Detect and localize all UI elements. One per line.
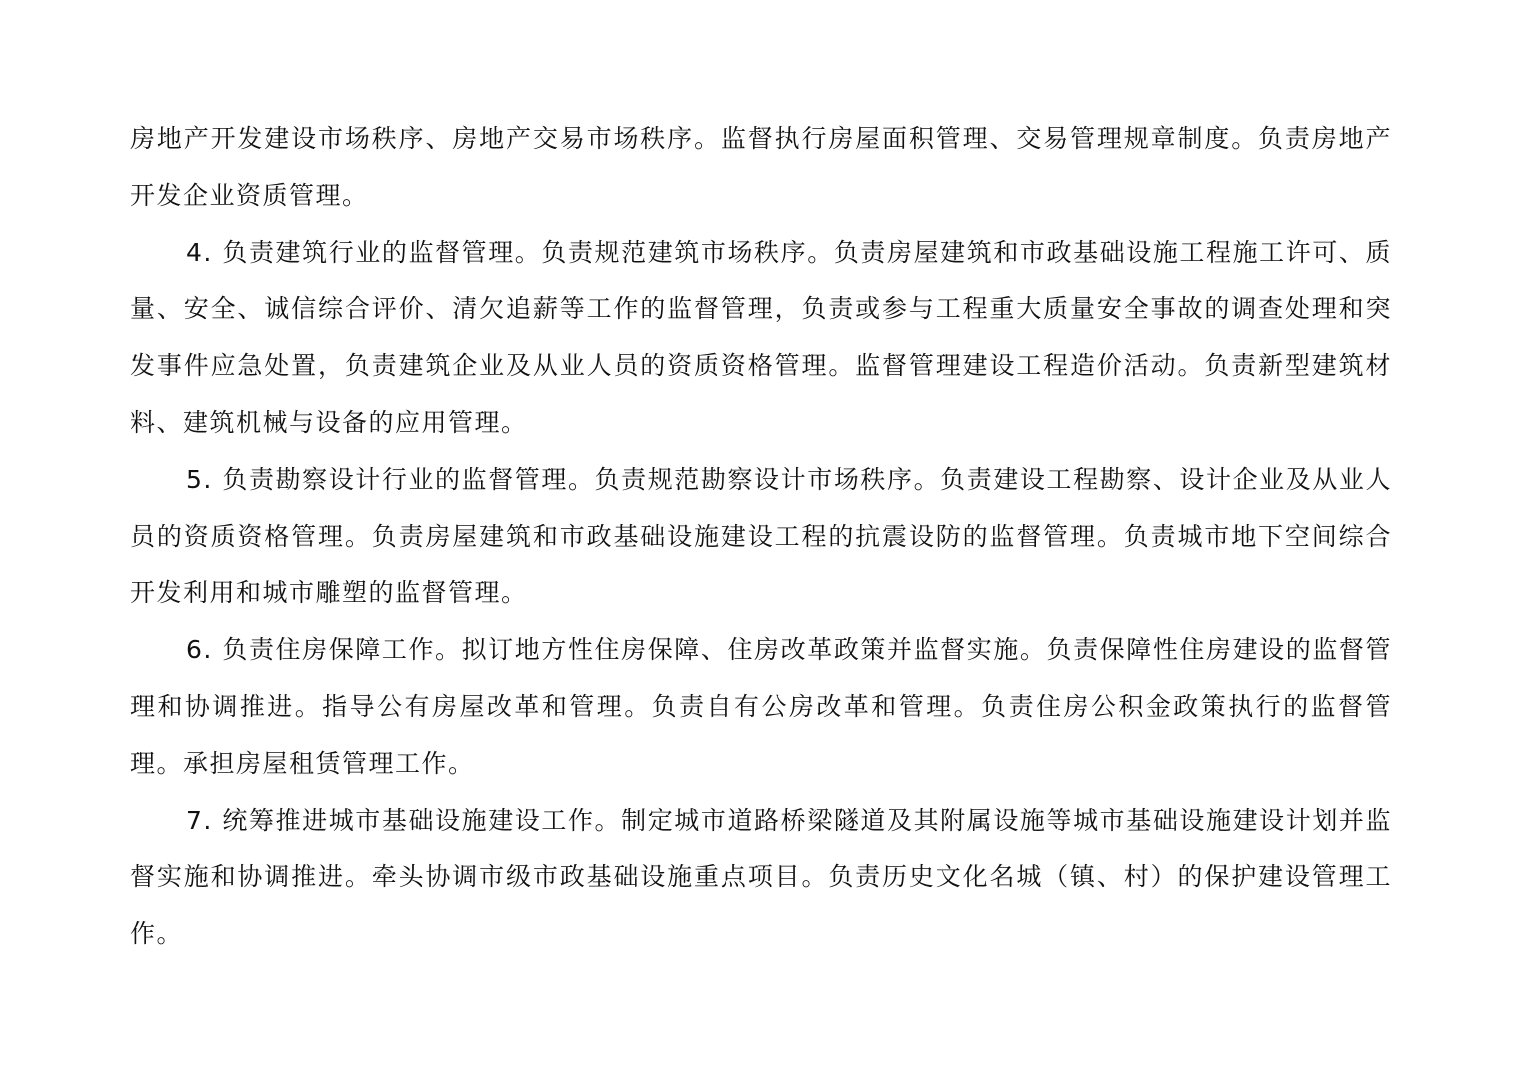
document-page bbox=[130, 111, 1392, 963]
paragraph-item-7-urban-infrastructure: 7. 统筹推进城市基础设施建设工作。制定城市道路桥梁隧道及其附属设施等城市基础设施建设计划并监督实施和协调推进。牵头协调市级市政基础设施重点项目。负责历史文化名城（镇、村）的保护建设管理工作。 bbox=[130, 805, 1392, 949]
paragraph-item-6-housing-security: 6. 负责住房保障工作。拟订地方性住房保障、住房改革政策并监督实施。负责保障性住房建设的监督管理和协调推进。指导公有房屋改革和管理。负责自有公房改革和管理。负责住房公积金政策执行的监督管理。承担房屋租赁管理工作。 bbox=[130, 635, 1392, 778]
paragraph-item-5-survey-design: 5. 负责勘察设计行业的监督管理。负责规范勘察设计市场秩序。负责建设工程勘察、设计企业及从业人员的资质资格管理。负责房屋建筑和市政基础设施建设工程的抗震设防的监督管理。负责城市地下空间综合开发利用和城市雕塑的监督管理。 bbox=[130, 464, 1392, 608]
paragraph-item-4-construction-industry: 4. 负责建筑行业的监督管理。负责规范建筑市场秩序。负责房屋建筑和市政基础设施工程施工许可、质量、安全、诚信综合评价、清欠追薪等工作的监督管理，负责或参与工程重大质量安全事故的调查处理和突发事件应急处置，负责建筑企业及从业人员的资质资格管理。监督管理建设工程造价活动。负责新型建筑材料、建筑机械与设备的应用管理。 bbox=[130, 237, 1392, 437]
paragraph-real-estate-continued: 房地产开发建设市场秩序、房地产交易市场秩序。监督执行房屋面积管理、交易管理规章制度。负责房地产开发企业资质管理。 bbox=[130, 124, 1392, 210]
